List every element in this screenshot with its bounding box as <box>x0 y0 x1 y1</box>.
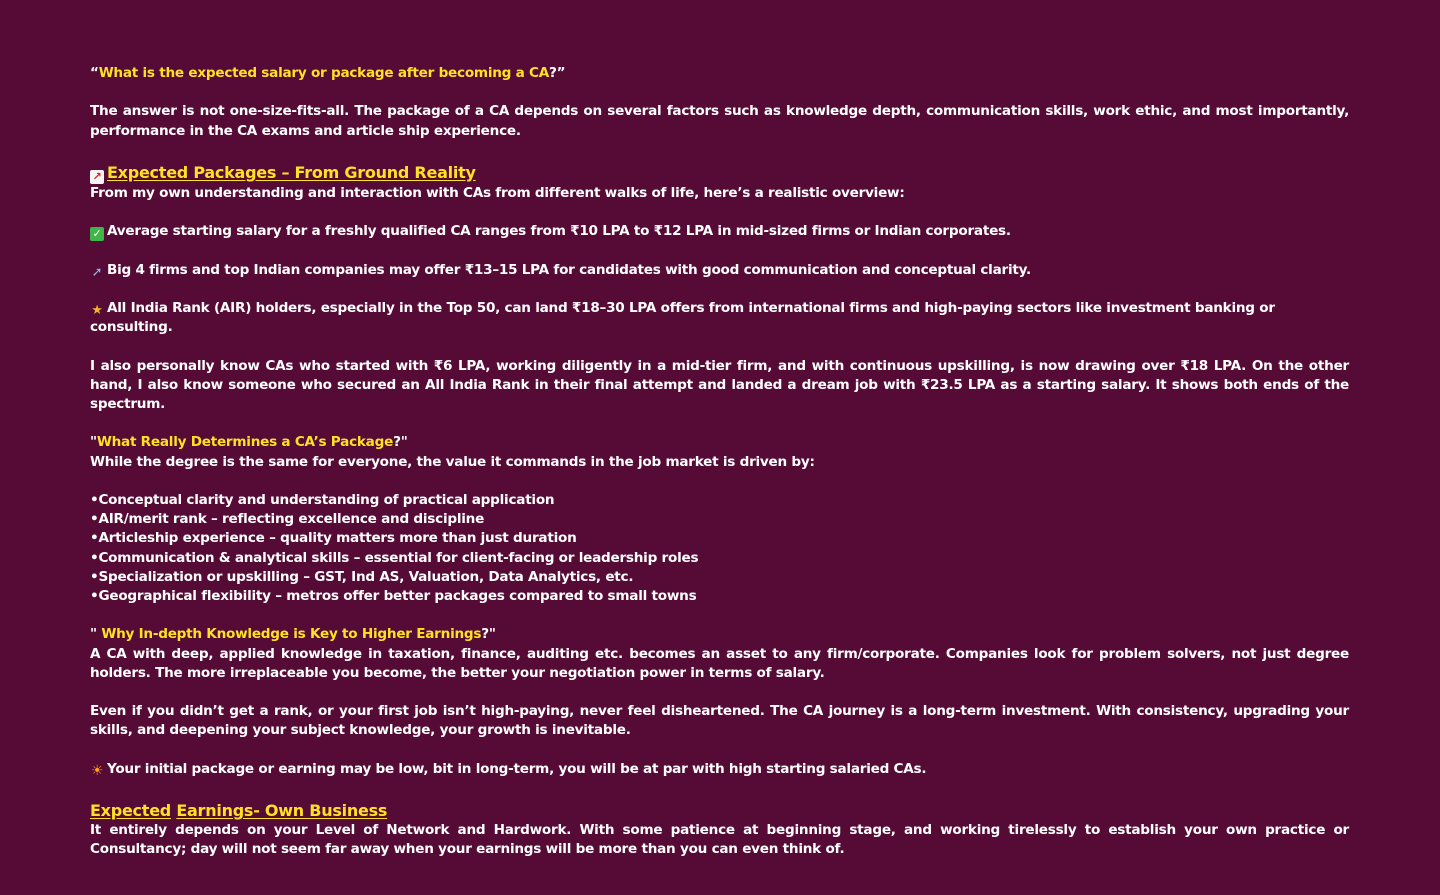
section-heading-packages <box>90 162 1349 184</box>
list-item: •Communication & analytical skills – essential for client-facing or leadership roles <box>90 549 699 566</box>
section-heading-business <box>90 800 1349 821</box>
section-lead-packages: From my own understanding and interaction with CAs from different walks of life, here’s a realistic overview: <box>90 184 905 201</box>
section-heading-determinants-text: What Really Determines a CA’s Package <box>96 434 394 451</box>
package-point-air <box>90 299 1349 337</box>
list-item: •Conceptual clarity and understanding of practical application <box>90 491 555 508</box>
section-heading-business-part1: Expected <box>90 800 171 820</box>
note-paragraph <box>90 760 1349 779</box>
section-heading-business-part2: Earnings- Own Business <box>176 800 388 820</box>
package-point-average-text: Average starting salary for a freshly qualified CA ranges from ₹10 LPA to ₹12 LPA in mid-sized firms or Indian corporates. <box>107 223 1011 240</box>
list-item: •Geographical flexibility – metros offer better packages compared to small towns <box>90 587 697 604</box>
section-heading-knowledge-text: Why In-depth Knowledge is Key to Higher Earnings <box>101 626 482 643</box>
list-item: •Specialization or upskilling – GST, Ind AS, Valuation, Data Analytics, etc. <box>90 568 634 585</box>
knowledge-close-quote: ?" <box>481 626 496 643</box>
determinants-open-quote: " <box>90 434 97 451</box>
personal-story-paragraph: I also personally know CAs who started with ₹6 LPA, working diligently in a mid-tier firm, and with continuous upskilling, is now drawing over ₹18 LPA. On the other hand, I also know someone who secured an All India Rank in their final attempt and landed a dream job with ₹23.5 LPA as a starting salary. It shows both ends of the spectrum. <box>90 357 1349 412</box>
business-paragraph: It entirely depends on your Level of Network and Hardwork. With some patience at beginning stage, and working tirelessly to establish your own practice or Consultancy; day will not seem far away when your earnings will be more than you can even think of. <box>90 821 1349 858</box>
intro-close-quote: ?” <box>549 65 566 81</box>
package-point-big4-text: Big 4 firms and top Indian companies may offer ₹13–15 LPA for candidates with good communication and conceptual clarity. <box>107 261 1031 278</box>
knowledge-open-quote: " <box>90 626 102 643</box>
package-point-air-text: All India Rank (AIR) holders, especially in the Top 50, can land ₹18–30 LPA offers from international firms and high-paying sectors like investment banking or consulting. <box>90 299 1275 336</box>
package-point-average <box>90 222 1349 241</box>
section-heading-knowledge <box>90 625 1349 644</box>
rocket-icon: ➚ <box>91 264 103 280</box>
note-text: Your initial package or earning may be low, bit in long-term, you will be at par with high starting salaried CAs. <box>107 760 927 777</box>
section-heading-determinants <box>90 433 1349 452</box>
intro-paragraph: The answer is not one-size-fits-all. The package of a CA depends on several factors such as knowledge depth, communication skills, work ethic, and most importantly, performance in the CA exams and article ship experience. <box>90 103 1349 139</box>
list-item: •AIR/merit rank – reflecting excellence and discipline <box>90 511 485 528</box>
section-lead-determinants: While the degree is the same for everyone, the value it commands in the job market is driven by: <box>90 453 815 470</box>
package-point-big4 <box>90 261 1349 280</box>
knowledge-paragraph: A CA with deep, applied knowledge in taxation, finance, auditing etc. becomes an asset to any firm/corporate. Companies look for problem solvers, not just degree holders. The more irreplaceable you become, the better your negotiation power in terms of salary. <box>90 645 1349 681</box>
sun-icon: ☀ <box>90 762 104 779</box>
chart-increasing-icon: ↗ <box>90 170 104 184</box>
section-heading-packages-text: Expected Packages – From Ground Reality <box>107 162 476 182</box>
intro-question <box>90 64 1349 83</box>
intro-open-quote: “ <box>90 65 99 81</box>
encouragement-paragraph: Even if you didn’t get a rank, or your first job isn’t high-paying, never feel disheartened. The CA journey is a long-term investment. With consistency, upgrading your skills, and deepening your subject knowledge, your growth is inevitable. <box>90 703 1349 739</box>
determinants-close-quote: ?" <box>393 434 408 451</box>
list-item: •Articleship experience – quality matters more than just duration <box>90 530 577 547</box>
medal-icon: ★ <box>91 302 103 318</box>
check-mark-icon: ✓ <box>90 227 104 241</box>
intro-question-text: What is the expected salary or package after becoming a CA <box>98 65 550 81</box>
article-body <box>90 64 1349 859</box>
